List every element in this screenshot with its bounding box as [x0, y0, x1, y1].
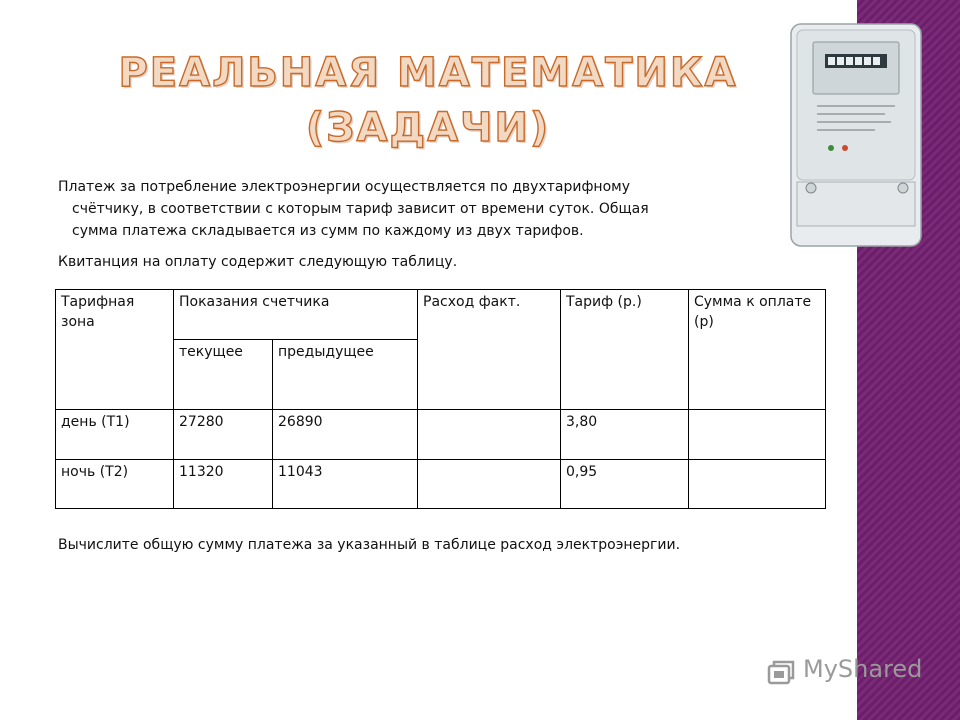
- cell-previous: 11043: [273, 460, 418, 509]
- table-row: [56, 410, 826, 460]
- cell-current: 27280: [174, 410, 273, 460]
- cell-consumption: [418, 460, 561, 509]
- cell-tariff: 0,95: [561, 460, 689, 509]
- myshared-logo-icon: [766, 657, 798, 687]
- question-text: Вычислите общую сумму платежа за указанный в таблице расход электроэнергии.: [58, 537, 681, 553]
- header-consumption: Расход факт.: [418, 290, 561, 410]
- header-current: текущее: [174, 340, 273, 410]
- cell-tariff: 3,80: [561, 410, 689, 460]
- cell-previous: 26890: [273, 410, 418, 460]
- intro-line1: Платеж за потребление электроэнергии осуществляется по двухтарифному: [58, 179, 630, 195]
- header-tariff-zone: Тарифная зона: [56, 290, 174, 410]
- header-tariff: Тариф (р.): [561, 290, 689, 410]
- receipt-text: Квитанция на оплату содержит следующую таблицу.: [58, 254, 458, 270]
- electricity-meter-image: [785, 20, 927, 248]
- cell-sum: [689, 460, 826, 509]
- table-row: [56, 460, 826, 509]
- cell-sum: [689, 410, 826, 460]
- slide-title-line1: РЕАЛЬНАЯ МАТЕМАТИКА: [118, 50, 738, 96]
- cell-consumption: [418, 410, 561, 460]
- header-sum: Сумма к оплате (р): [689, 290, 826, 410]
- cell-zone: ночь (Т2): [56, 460, 174, 509]
- intro-line2: счётчику, в соответствии с которым тариф зависит от времени суток. Общая: [72, 201, 649, 217]
- billing-table: [55, 289, 826, 509]
- slide-title-line2: (ЗАДАЧИ): [305, 105, 551, 151]
- intro-line3: сумма платежа складывается из сумм по каждому из двух тарифов.: [72, 223, 584, 239]
- cell-zone: день (Т1): [56, 410, 174, 460]
- header-previous: предыдущее: [273, 340, 418, 410]
- watermark-text: MyShared: [803, 655, 923, 683]
- intro-paragraph: [58, 176, 788, 242]
- header-meter-readings: Показания счетчика: [174, 290, 418, 340]
- cell-current: 11320: [174, 460, 273, 509]
